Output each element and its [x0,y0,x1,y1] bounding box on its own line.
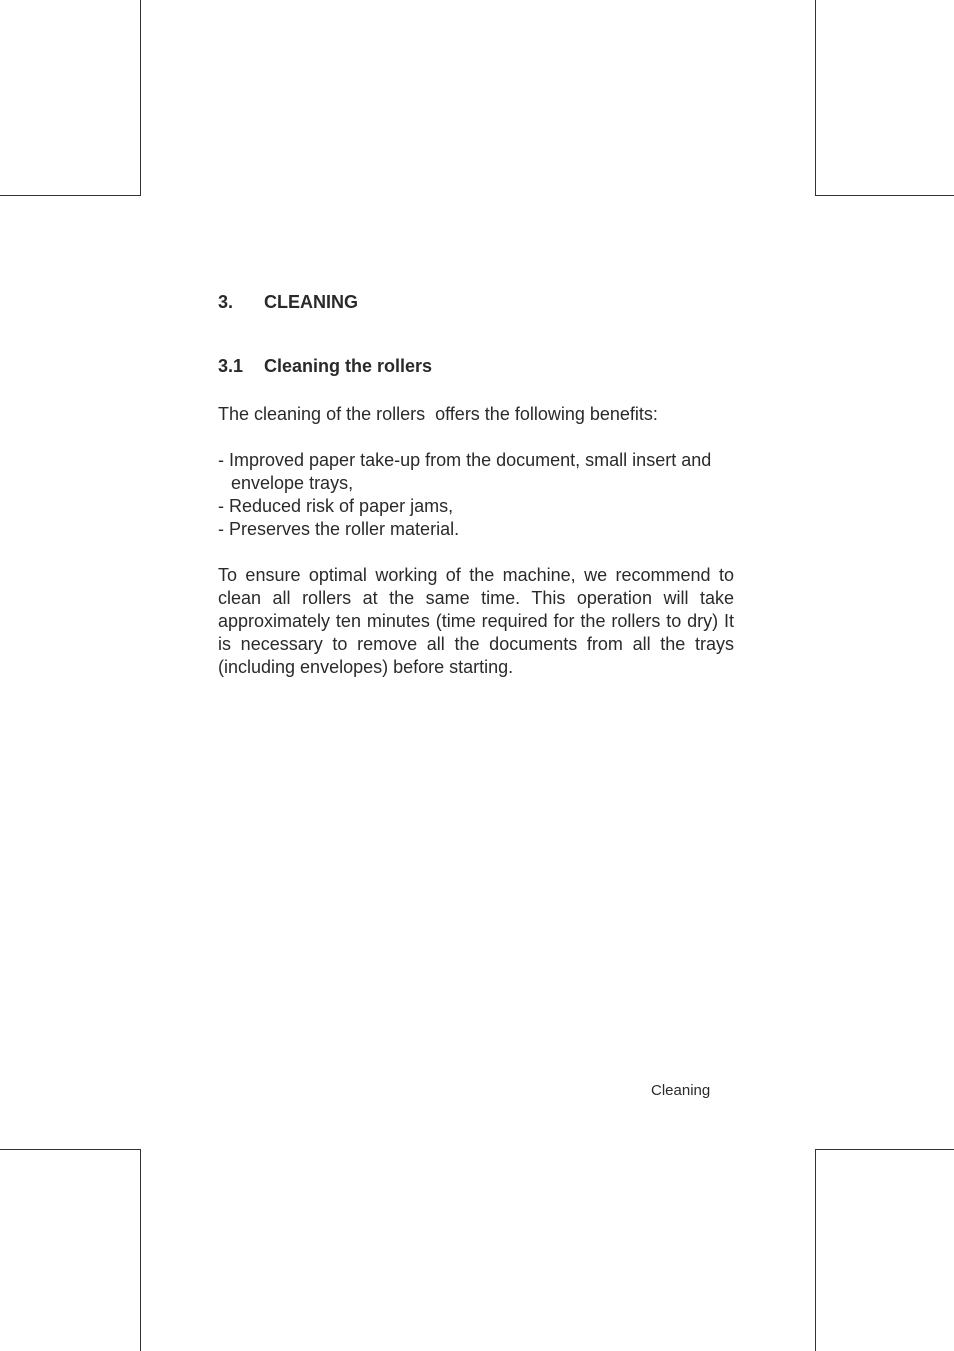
intro-paragraph: The cleaning of the rollers offers the following benefits: [218,404,658,424]
list-item: - Improved paper take-up from the document, small insert and envelope trays, [218,450,712,493]
subsection-number: 3.1 [218,356,244,376]
page-footer: Cleaning [651,1082,711,1099]
crop-mark-top-right-vertical [815,0,816,195]
subsection-heading [218,354,734,378]
benefits-list [218,449,734,541]
crop-mark-top-left-vertical [140,0,141,195]
list-item: - Reduced risk of paper jams, [218,496,454,516]
list-item: - Preserves the roller material. [218,519,460,539]
crop-mark-top-left-horizontal [0,195,141,196]
section-title: CLEANING [264,292,358,312]
subsection-title: Cleaning the rollers [264,356,433,376]
page-content [218,290,734,679]
section-heading [218,290,734,314]
crop-mark-top-right-horizontal [815,195,954,196]
crop-mark-bottom-left-vertical [140,1149,141,1351]
crop-mark-bottom-right-vertical [815,1149,816,1351]
crop-mark-bottom-right-horizontal [815,1149,954,1150]
body-paragraph: To ensure optimal working of the machine, we recommend to clean all rollers at the same time. This operation will take approximately ten minutes (time required for the rollers to dry) It is necessary to remove all the documents from all the trays (including envelopes) before starting. [218,565,734,677]
crop-mark-bottom-left-horizontal [0,1149,141,1150]
section-number: 3. [218,292,234,312]
